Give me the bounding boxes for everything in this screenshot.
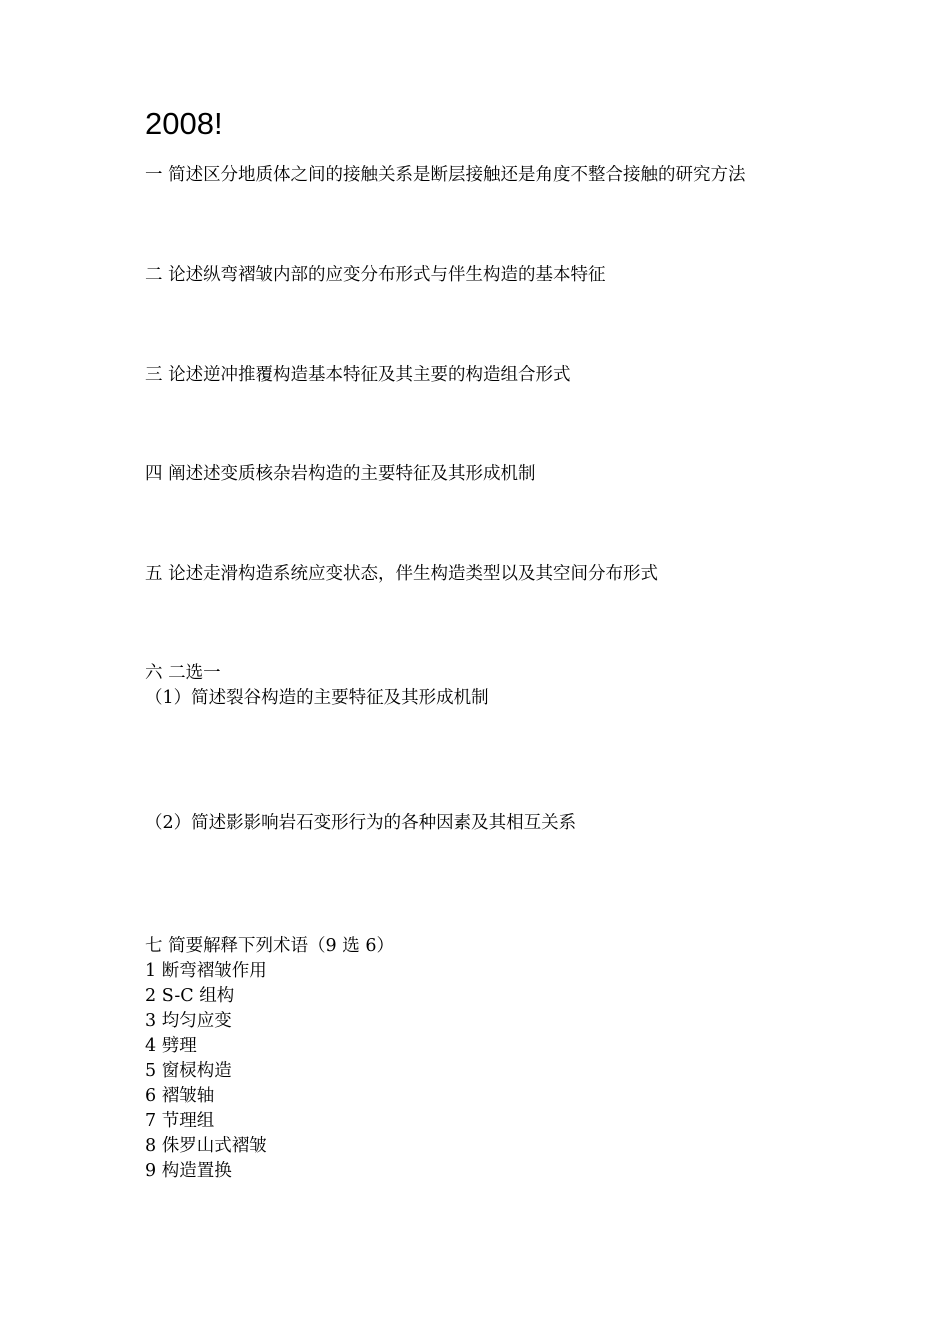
question-6-option-1: （1）简述裂谷构造的主要特征及其形成机制 bbox=[145, 688, 489, 708]
document-title: 2008! bbox=[145, 106, 223, 141]
term-item: 7 节理组 bbox=[145, 1111, 215, 1131]
term-item: 9 构造置换 bbox=[145, 1161, 232, 1181]
question-4: 四 阐述述变质核杂岩构造的主要特征及其形成机制 bbox=[145, 464, 536, 484]
term-item: 5 窗棂构造 bbox=[145, 1061, 232, 1081]
term-item: 3 均匀应变 bbox=[145, 1011, 232, 1031]
term-item: 2 S-C 组构 bbox=[145, 986, 235, 1006]
term-list bbox=[145, 959, 267, 1184]
question-3: 三 论述逆冲推覆构造基本特征及其主要的构造组合形式 bbox=[145, 365, 571, 385]
term-item: 6 褶皱轴 bbox=[145, 1086, 215, 1106]
term-item: 1 断弯褶皱作用 bbox=[145, 961, 267, 981]
question-6: 六 二选一 bbox=[145, 663, 221, 683]
term-item: 8 侏罗山式褶皱 bbox=[145, 1136, 267, 1156]
question-7: 七 简要解释下列术语（9 选 6） bbox=[145, 936, 394, 956]
term-item: 4 劈理 bbox=[145, 1036, 197, 1056]
question-5: 五 论述走滑构造系统应变状态，伴生构造类型以及其空间分布形式 bbox=[145, 564, 659, 584]
question-6-option-2: （2）简述影影响岩石变形行为的各种因素及其相互关系 bbox=[145, 813, 577, 833]
question-2: 二 论述纵弯褶皱内部的应变分布形式与伴生构造的基本特征 bbox=[145, 265, 606, 285]
question-1: 一 简述区分地质体之间的接触关系是断层接触还是角度不整合接触的研究方法 bbox=[145, 165, 746, 185]
